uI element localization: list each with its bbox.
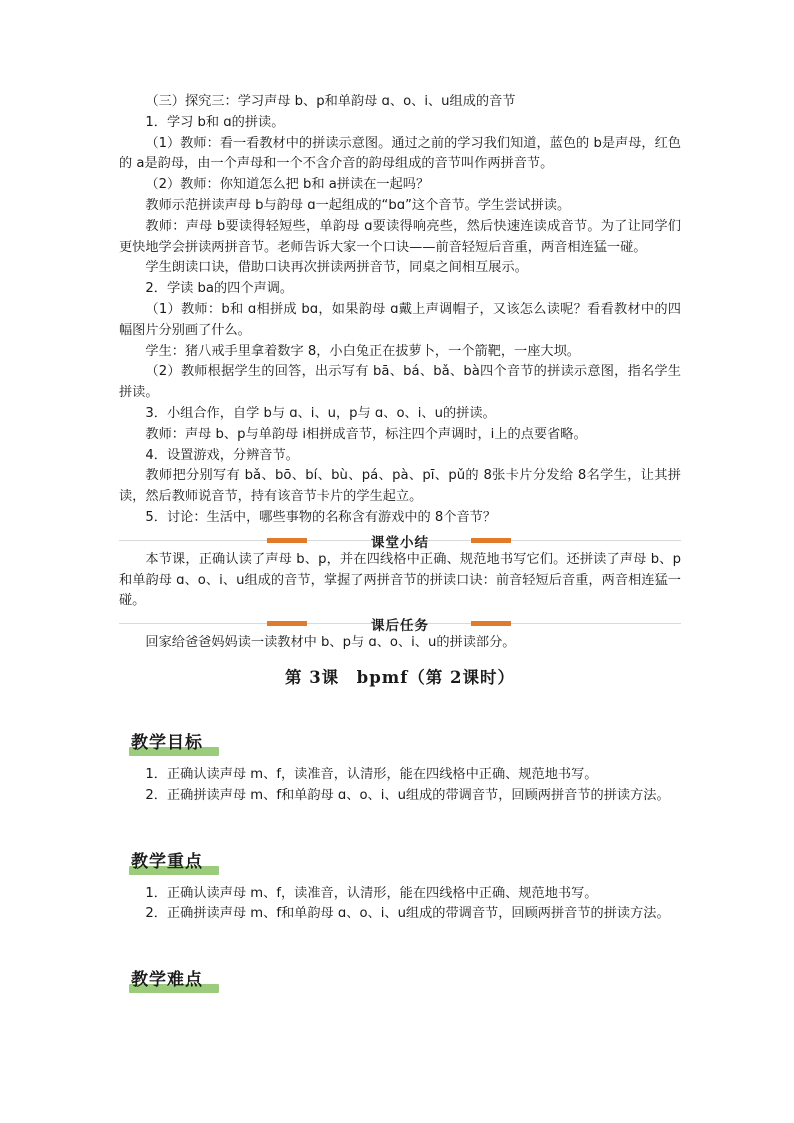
paragraph: 3．小组合作，自学 b与 ɑ、i、u，p与 ɑ、o、i、u的拼读。 [145, 405, 496, 421]
document-page [119, 92, 681, 1000]
objectives-list [119, 765, 681, 807]
paragraph: （2）教师：你知道怎么把 b和 a拼读在一起吗？ [145, 177, 430, 193]
paragraph: 学生：猪八戒手里拿着数字 8，小白兔正在拔萝卜，一个箭靶，一座大坝。 [145, 343, 580, 359]
list-item: 2．正确拼读声母 m、f和单韵母 ɑ、o、i、u组成的带调音节，回顾两拼音节的拼读方法。 [145, 787, 670, 803]
paragraph: 2．学读 ba的四个声调。 [145, 281, 294, 297]
homework-text: 回家给爸爸妈妈读一读教材中 b、p与 ɑ、o、i、u的拼读部分。 [145, 635, 516, 651]
paragraph: （1）教师：b和 ɑ相拼成 bɑ，如果韵母 ɑ戴上声调帽子，又该怎么读呢？看看教材中的四幅图片分别画了什么。 [119, 301, 681, 338]
list-item: 1．正确认读声母 m、f，读准音，认清形，能在四线格中正确、规范地书写。 [145, 885, 598, 901]
paragraph: （三）探究三：学习声母 b、p和单韵母 ɑ、o、i、u组成的音节 [145, 94, 516, 109]
section-inquiry-three [119, 92, 681, 529]
paragraph: 1．学习 b和 ɑ的拼读。 [145, 114, 285, 130]
paragraph: 5．讨论：生活中，哪些事物的名称含有游戏中的 8个音节？ [145, 509, 497, 525]
summary-text: 本节课，正确认读了声母 b、p，并在四线格中正确、规范地书写它们。还拼读了声母 b、p和单韵母 ɑ、o、i、u组成的音节，掌握了两拼音节的拼读口诀：前音轻短后音重，两音相连猛一碰。 [119, 551, 681, 609]
difficulties-heading [129, 965, 205, 990]
list-item: 2．正确拼读声母 m、f和单韵母 ɑ、o、i、u组成的带调音节，回顾两拼音节的拼读方法。 [145, 906, 670, 922]
paragraph: 教师：声母 b要读得轻短些，单韵母 ɑ要读得响亮些，然后快速连读成音节。为了让同学们更快地学会拼读两拼音节。老师告诉大家一个口诀——前音轻短后音重，两音相连猛一碰。 [119, 218, 681, 255]
objectives-heading-text: 教学目标 [131, 732, 203, 753]
lesson-title: 第 3课 bpmf（第 2课时） [284, 667, 516, 687]
summary-heading: 课堂小结 [371, 534, 429, 551]
homework-divider [119, 613, 681, 633]
difficulties-heading-text: 教学难点 [131, 970, 203, 991]
paragraph: 学生朗读口诀，借助口诀再次拼读两拼音节，同桌之间相互展示。 [145, 260, 528, 276]
key-points-heading-text: 教学重点 [131, 851, 203, 872]
key-points-heading [129, 847, 205, 872]
paragraph: 教师把分别写有 bǎ、bō、bí、bù、pá、pà、pī、pǔ的 8张卡片分发给 8名学生，让其拼读，然后教师说音节，持有该音节卡片的学生起立。 [119, 468, 681, 505]
paragraph: 教师示范拼读声母 b与韵母 ɑ一起组成的“bɑ”这个音节。学生尝试拼读。 [145, 197, 571, 213]
paragraph: （2）教师根据学生的回答，出示写有 bā、bá、bǎ、bà四个音节的拼读示意图，指名学生拼读。 [119, 364, 681, 401]
homework-heading: 课后任务 [371, 618, 429, 635]
objectives-heading [129, 728, 205, 753]
paragraph: （1）教师：看一看教材中的拼读示意图。通过之前的学习我们知道，蓝色的 b是声母，红色的 a是韵母，由一个声母和一个不含介音的韵母组成的音节叫作两拼音节。 [119, 135, 681, 172]
paragraph: 4．设置游戏，分辨音节。 [145, 447, 299, 463]
summary-divider [119, 530, 681, 550]
paragraph: 教师：声母 b、p与单韵母 i相拼成音节，标注四个声调时，i上的点要省略。 [145, 426, 587, 442]
list-item: 1．正确认读声母 m、f，读准音，认清形，能在四线格中正确、规范地书写。 [145, 766, 598, 782]
key-points-list [119, 884, 681, 926]
